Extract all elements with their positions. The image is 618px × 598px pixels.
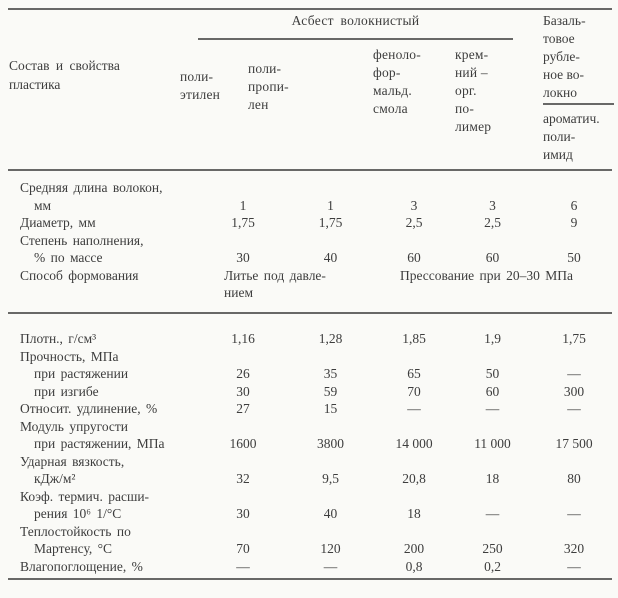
property-label-line: Плотн., г/см³ [20, 331, 97, 346]
property-row [0, 488, 618, 523]
value-cell: 17 500 [555, 436, 593, 451]
column-header-line: поли- [180, 69, 214, 84]
value-cell: 40 [323, 506, 338, 521]
value-cell: — [485, 401, 500, 416]
column-header-line: феноло- [373, 47, 421, 62]
column-header-line: пропи- [248, 79, 289, 94]
column-header-line: по- [455, 101, 475, 116]
row-header-title-line: пластика [9, 77, 61, 92]
value-cell: 20,8 [402, 471, 426, 486]
column-header-line: крем- [455, 47, 489, 62]
property-label [20, 418, 198, 453]
header-line: рубле- [543, 49, 580, 64]
value-cell: 14 000 [395, 436, 433, 451]
property-label-line: мм [34, 197, 52, 213]
rule-bottom [8, 578, 612, 580]
value-cell: 15 [323, 401, 338, 416]
value-cell: 1,85 [402, 331, 426, 346]
property-label [20, 365, 198, 383]
property-row [0, 179, 618, 214]
value-cell: 1,75 [318, 215, 343, 230]
value-cell: 1 [239, 197, 247, 213]
value-cell: 60 [485, 383, 500, 399]
column-header-line: лен [248, 97, 269, 112]
property-label-line: Прочность, МПа [20, 348, 119, 364]
value-span-line: Прессование при 20–30 МПа [399, 267, 573, 283]
rule-section-divider [8, 312, 612, 314]
value-cell: — [323, 558, 338, 574]
property-row [0, 232, 618, 267]
property-label [20, 214, 198, 232]
column-header-polypropylene [248, 60, 289, 114]
property-label-line: Коэф. термич. расши- [20, 488, 150, 504]
value-cell: 11 000 [474, 436, 511, 451]
value-cell: 9,5 [322, 471, 339, 486]
property-label-line: Ударная вязкость, [20, 453, 125, 469]
value-cell: — [567, 506, 581, 521]
value-cell: 6 [570, 197, 578, 213]
value-cell: 2,5 [405, 215, 423, 230]
value-cell: 250 [482, 541, 503, 556]
property-label-line: Степень наполнения, [20, 232, 144, 248]
value-cell: 120 [320, 541, 341, 556]
property-row [0, 348, 618, 366]
column-header-line: лимер [455, 119, 492, 134]
value-cell: 1,75 [231, 215, 255, 230]
property-label [20, 558, 198, 576]
column-header-line: мальд. [373, 83, 412, 98]
value-cell: 1,16 [231, 331, 255, 346]
value-cell: 18 [485, 471, 500, 486]
value-cell: 3800 [317, 436, 344, 451]
property-label-line: Способ формования [20, 267, 139, 283]
column-header-line: этилен [180, 87, 221, 102]
value-cell: 27 [236, 401, 250, 416]
value-cell: 1,28 [318, 331, 343, 346]
value-cell: 9 [570, 215, 578, 230]
value-cell: — [407, 401, 421, 416]
value-cell: 40 [323, 250, 338, 265]
header-line: товое [543, 31, 575, 46]
value-cell: 2,5 [484, 215, 501, 230]
value-cell: 50 [567, 250, 581, 265]
value-cell: 1600 [229, 436, 257, 451]
column-group-asbestos-label: Асбест волокнистый [291, 13, 420, 28]
value-cell: 32 [236, 471, 250, 486]
property-label [20, 267, 198, 285]
header-line: имид [543, 147, 573, 162]
value-cell: — [485, 506, 500, 521]
property-label-line: Мартенсу, °С [34, 541, 113, 556]
value-cell: 80 [567, 471, 581, 486]
value-cell: 50 [485, 366, 500, 381]
property-row [0, 330, 618, 348]
property-label-line: Теплостойкость по [20, 523, 131, 539]
header-line: Базаль- [543, 13, 586, 28]
value-cell: 200 [403, 541, 425, 556]
property-row [0, 365, 618, 383]
property-row [0, 214, 618, 232]
property-label-line: Влагопоглощение, % [20, 558, 143, 574]
value-cell: 0,8 [405, 558, 423, 574]
value-cell: 3 [410, 197, 418, 213]
rule-top [8, 8, 612, 10]
property-label-line: Модуль упругости [20, 418, 129, 434]
column-header-phenol-formaldehyde-resin [373, 46, 421, 118]
property-row [0, 453, 618, 488]
table-section-composition [0, 179, 618, 302]
column-header-line: смола [373, 101, 408, 116]
value-cell: 1,9 [484, 331, 501, 346]
property-label-line: при растяжении [34, 366, 129, 381]
property-row [0, 267, 618, 302]
value-span-cell [355, 267, 618, 285]
value-cell: 1,75 [562, 331, 586, 346]
header-line: поли- [543, 129, 576, 144]
property-label-line: рения 10⁶ 1/°С [34, 506, 122, 521]
column-group-basalt-label [543, 12, 586, 102]
column-header-line: ний – [455, 65, 488, 80]
value-cell: 70 [236, 541, 250, 556]
property-label [20, 348, 198, 366]
value-span-cell [198, 267, 373, 302]
rule-under-basalt-group [543, 103, 614, 105]
column-header-line: поли- [248, 61, 282, 76]
row-header-title [9, 56, 120, 94]
value-cell: 60 [485, 250, 500, 265]
column-header-organosilicon-polymer [455, 46, 491, 136]
property-label-line: при изгибе [34, 383, 99, 399]
value-span-line: нием [224, 285, 253, 300]
property-label [20, 330, 198, 348]
property-row [0, 383, 618, 401]
property-label [20, 400, 198, 418]
header-line: ароматич. [543, 111, 600, 126]
property-label [20, 523, 198, 558]
rule-under-asbestos-group [198, 38, 513, 40]
value-cell: 0,2 [484, 558, 501, 574]
property-row [0, 400, 618, 418]
property-label-line: при растяжении, МПа [34, 436, 165, 451]
column-header-aromatic-polyimide [543, 110, 600, 164]
value-cell: 59 [323, 383, 338, 399]
value-cell: 60 [407, 250, 421, 265]
value-cell: 30 [236, 250, 250, 265]
value-cell: — [567, 558, 581, 574]
property-label [20, 453, 198, 488]
property-label-line: Диаметр, мм [20, 215, 96, 230]
value-cell: — [567, 401, 581, 416]
property-label-line: % по массе [34, 250, 103, 265]
value-cell: — [567, 366, 581, 381]
column-header-line: фор- [373, 65, 401, 80]
property-label [20, 232, 198, 267]
property-row [0, 523, 618, 558]
property-label-line: Средняя длина волокон, [20, 180, 163, 195]
value-cell: 35 [323, 366, 338, 381]
value-cell: 1 [327, 197, 334, 213]
property-label [20, 383, 198, 401]
value-cell: 18 [407, 506, 421, 521]
property-row [0, 558, 618, 576]
value-cell: 3 [489, 197, 496, 213]
property-row [0, 418, 618, 453]
rule-header-bottom [8, 169, 612, 171]
value-cell: 320 [563, 541, 585, 556]
value-cell: 30 [236, 383, 250, 399]
value-cell: — [236, 558, 250, 574]
property-label [20, 179, 198, 214]
header-line: локно [543, 85, 578, 100]
value-span-line: Литье под давле- [224, 267, 326, 283]
value-cell: 26 [236, 366, 250, 381]
value-cell: 30 [236, 506, 250, 521]
row-header-title-line: Состав и свойства [9, 58, 120, 73]
property-label [20, 488, 198, 523]
property-label-line: Относит. удлинение, % [20, 401, 158, 416]
table-section-properties [0, 330, 618, 575]
header-line: ное во- [543, 67, 585, 82]
value-cell: 70 [407, 383, 421, 399]
column-header-polyethylene [180, 68, 220, 104]
value-cell: 300 [563, 383, 585, 399]
property-label-line: кДж/м² [34, 471, 76, 486]
value-cell: 65 [407, 366, 421, 381]
column-header-line: орг. [455, 83, 477, 98]
